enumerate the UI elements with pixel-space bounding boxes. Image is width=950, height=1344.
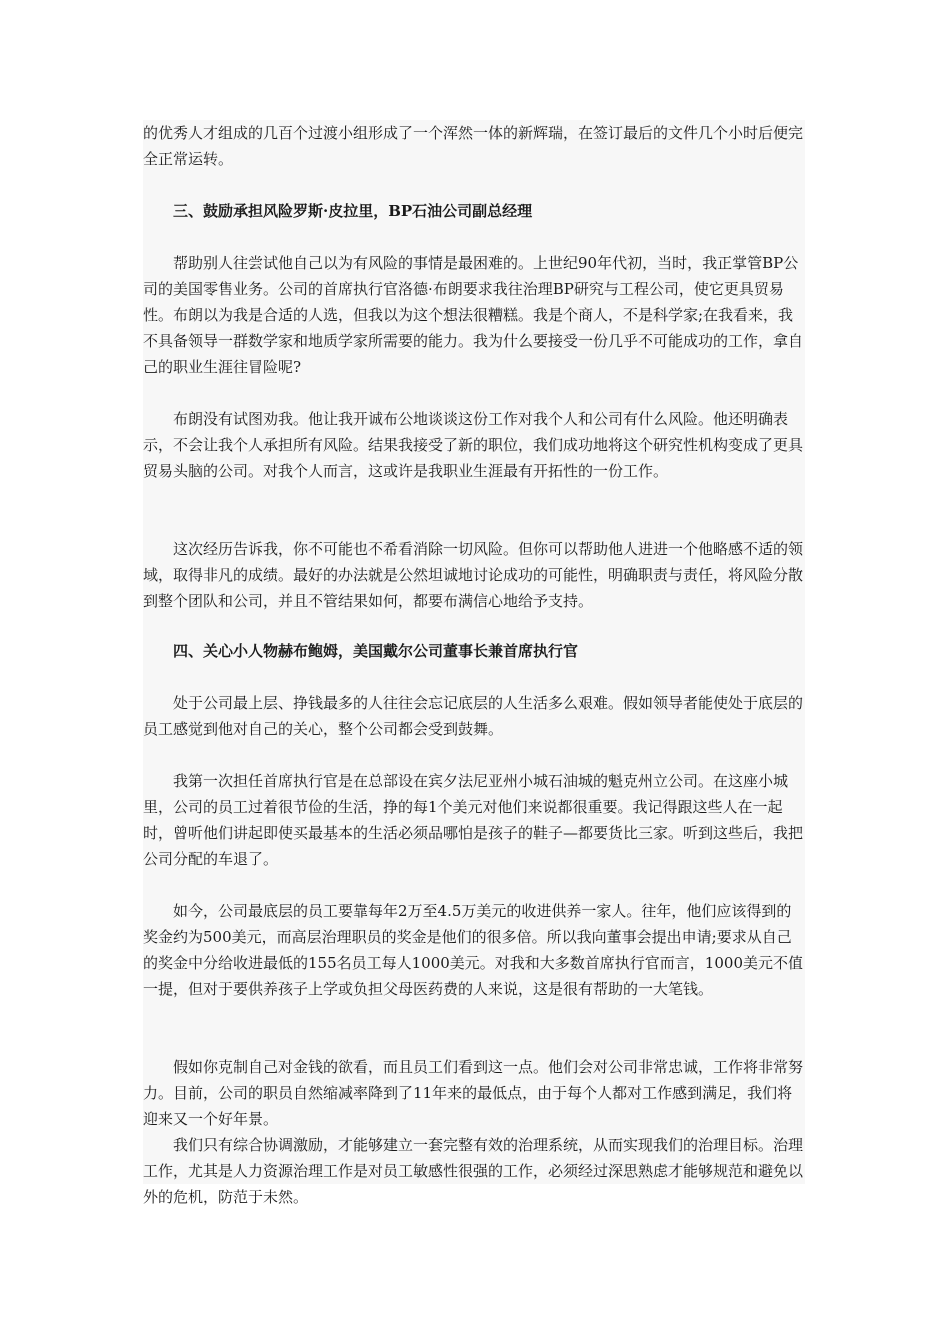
paragraph-brown-support: 布朗没有试图劝我。他让我开诚布公地谈谈这份工作对我个人和公司有什么风险。他还明确表示，不会让我个人承担所有风险。结果我接受了新的职位，我们成功地将这个研究性机构变成了更具贸易头脑的公司。对我个人而言，这或许是我职业生涯最有开拓性的一份工作。: [143, 410, 804, 480]
section-heading-3: 三、鼓励承担风险罗斯·皮拉里，BP石油公司副总经理: [173, 202, 533, 220]
paragraph-management-conclusion: 我们只有综合协调激励，才能够建立一套完整有效的治理系统，从而实现我们的治理目标。治理工作，尤其是人力资源治理工作是对员工敏感性很强的工作，必须经过深思熟虑才能够规范和避免以外的危机，防范于未然。: [143, 1136, 804, 1206]
paragraph-continuation: 的优秀人才组成的几百个过渡小组形成了一个浑然一体的新辉瑞，在签订最后的文件几个小时后便完全正常运转。: [143, 124, 804, 168]
paragraph-risk-lesson: 这次经历告诉我，你不可能也不希看消除一切风险。但你可以帮助他人进进一个他略感不适的领域，取得非凡的成绩。最好的办法就是公然坦诚地讨论成功的可能性，明确职责与责任，将风险分散到整个团队和公司，并且不管结果如何，都要布满信心地给予支持。: [143, 540, 804, 610]
paragraph-bp-risk-intro: 帮助别人往尝试他自己以为有风险的事情是最困难的。上世纪90年代初，当时，我正掌管BP公司的美国零售业务。公司的首席执行官洛德·布朗要求我往治理BP研究与工程公司，使它更具贸易性。布朗以为我是合适的人选，但我以为这个想法很糟糕。我是个商人，不是科学家;在我看来，我不具备领导一群数学家和地质学家所需要的能力。我为什么要接受一份几乎不可能成功的工作，拿自己的职业生涯往冒险呢?: [143, 254, 804, 376]
document-body: [143, 120, 805, 1206]
paragraph-first-ceo-role: 我第一次担任首席执行官是在总部设在宾夕法尼亚州小城石油城的魁克州立公司。在这座小城里，公司的员工过着很节俭的生活，挣的每1个美元对他们来说都很重要。我记得跟这些人在一起时，曾听他们讲起即使买最基本的生活必须品哪怕是孩子的鞋子—都要货比三家。听到这些后，我把公司分配的车退了。: [143, 772, 804, 868]
paragraph-care-for-staff: 处于公司最上层、挣钱最多的人往往会忘记底层的人生活多么艰难。假如领导者能使处于底层的员工感觉到他对自己的关心，整个公司都会受到鼓舞。: [143, 694, 804, 738]
paragraph-self-restraint: 假如你克制自己对金钱的欲看，而且员工们看到这一点。他们会对公司非常忠诚，工作将非常努力。目前，公司的职员自然缩减率降到了11年来的最低点，由于每个人都对工作感到满足，我们将迎来又一个好年景。: [143, 1058, 804, 1128]
paragraph-bonus-sharing: 如今，公司最底层的员工要靠每年2万至4.5万美元的收进供养一家人。往年，他们应该得到的奖金约为500美元，而高层治理职员的奖金是他们的很多倍。所以我向董事会提出申请;要求从自己的奖金中分给收进最低的155名员工每人1000美元。对我和大多数首席执行官而言，1000美元不值一提，但对于要供养孩子上学或负担父母医药费的人来说，这是很有帮助的一大笔钱。: [143, 902, 803, 998]
section-heading-4: 四、关心小人物赫布鲍姆，美国戴尔公司董事长兼首席执行官: [173, 642, 579, 660]
